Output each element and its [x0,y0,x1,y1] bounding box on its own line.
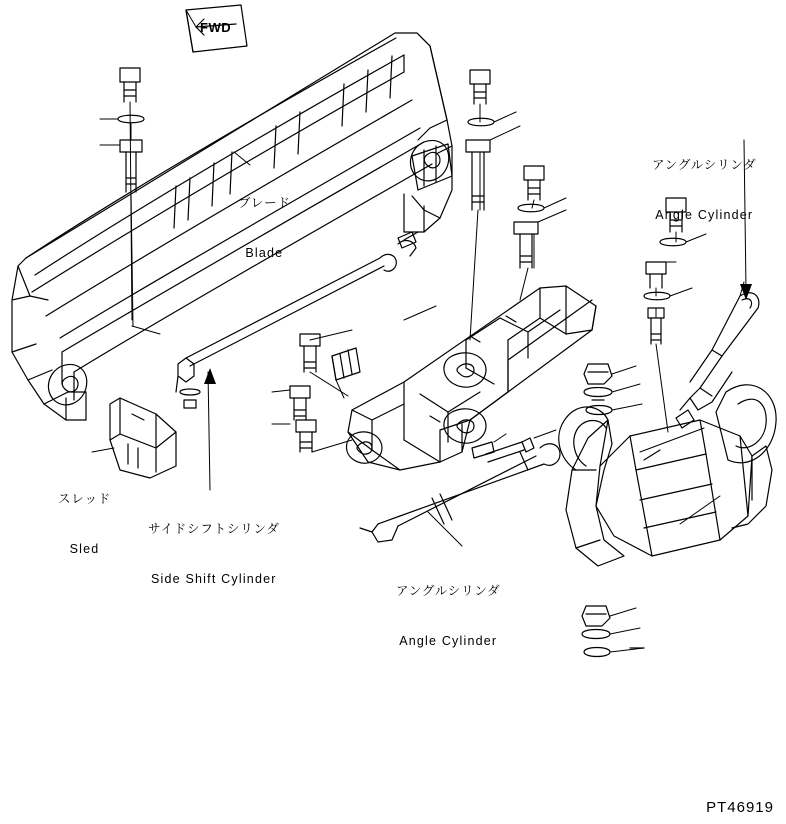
label-sled [58,456,111,591]
push-frame [559,385,776,566]
label-blade-en: Blade [245,245,284,260]
label-side-shift-cylinder-jp: サイドシフトシリンダ [148,521,280,536]
label-blade-jp: ブレード [238,195,291,210]
label-angle-cylinder-right-en: Angle Cylinder [655,207,754,222]
blade-assembly [12,33,452,420]
angle-cylinder-bottom [360,444,560,542]
label-angle-cylinder-bottom [396,548,500,683]
label-sled-en: Sled [69,541,100,556]
side-shift-cylinder [176,232,418,392]
label-side-shift-cylinder [148,486,280,621]
label-sled-jp: スレッド [58,491,112,506]
label-angle-cylinder-bottom-jp: アングルシリンダ [396,583,501,598]
label-blade [238,160,291,295]
angle-cylinder-right [680,293,759,410]
label-side-shift-cylinder-en: Side Shift Cylinder [151,571,277,586]
label-angle-cylinder-bottom-en: Angle Cylinder [399,633,498,648]
figure-part-number: PT46919 [706,799,774,816]
label-angle-cylinder-right [652,122,756,257]
fwd-label: FWD [200,20,232,35]
sled-bracket [110,398,176,478]
label-angle-cylinder-right-jp: アングルシリンダ [652,157,757,172]
